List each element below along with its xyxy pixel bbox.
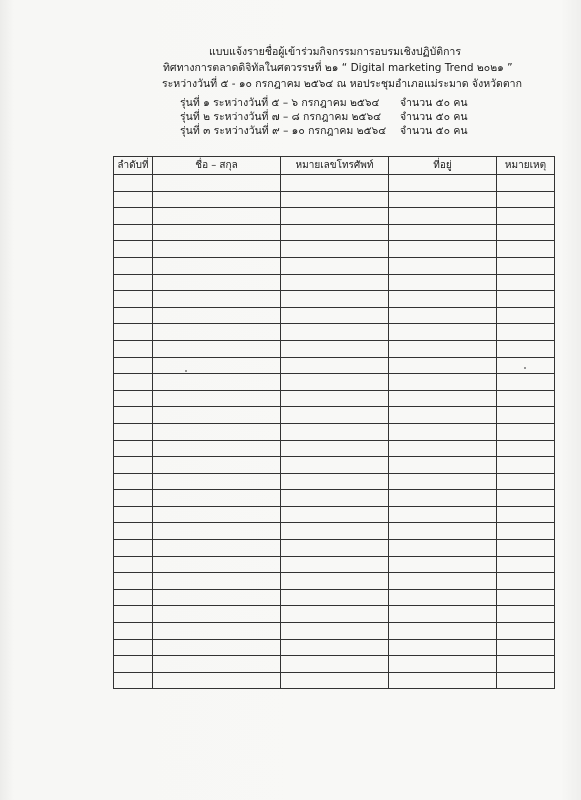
cell-phone	[281, 324, 389, 341]
cell-address	[389, 589, 497, 606]
cell-phone	[281, 589, 389, 606]
cell-order	[114, 390, 153, 407]
cell-address	[389, 274, 497, 291]
cell-remark	[497, 241, 555, 258]
cell-address	[389, 506, 497, 523]
cell-remark	[497, 191, 555, 208]
cell-address	[389, 357, 497, 374]
cell-remark	[497, 291, 555, 308]
cell-address	[389, 224, 497, 241]
table-row	[114, 506, 555, 523]
cell-phone	[281, 423, 389, 440]
table-row	[114, 374, 555, 391]
cell-name	[153, 274, 281, 291]
cell-order	[114, 540, 153, 557]
table-row	[114, 490, 555, 507]
cell-phone	[281, 357, 389, 374]
round-3	[180, 125, 468, 138]
cell-order	[114, 324, 153, 341]
cell-name	[153, 457, 281, 474]
table-header-row	[114, 157, 555, 175]
round-1-count: จำนวน ๕๐ คน	[400, 97, 468, 109]
cell-remark	[497, 324, 555, 341]
cell-address	[389, 639, 497, 656]
cell-order	[114, 523, 153, 540]
table-row	[114, 623, 555, 640]
cell-phone	[281, 506, 389, 523]
cell-order	[114, 224, 153, 241]
cell-remark	[497, 523, 555, 540]
cell-remark	[497, 589, 555, 606]
header-address: ที่อยู่	[389, 157, 497, 175]
table-row	[114, 606, 555, 623]
cell-order	[114, 440, 153, 457]
paper-speck	[524, 367, 526, 369]
cell-order	[114, 473, 153, 490]
paper-speck	[185, 370, 187, 372]
cell-address	[389, 473, 497, 490]
round-3-count: จำนวน ๕๐ คน	[400, 125, 468, 137]
cell-name	[153, 374, 281, 391]
table-row	[114, 340, 555, 357]
cell-address	[389, 291, 497, 308]
cell-remark	[497, 407, 555, 424]
cell-name	[153, 191, 281, 208]
cell-order	[114, 374, 153, 391]
registration-table	[113, 156, 555, 689]
cell-phone	[281, 639, 389, 656]
cell-phone	[281, 291, 389, 308]
table-row	[114, 257, 555, 274]
cell-name	[153, 208, 281, 225]
cell-phone	[281, 540, 389, 557]
cell-order	[114, 291, 153, 308]
cell-name	[153, 307, 281, 324]
cell-name	[153, 340, 281, 357]
cell-order	[114, 423, 153, 440]
cell-name	[153, 423, 281, 440]
header-remark: หมายเหตุ	[497, 157, 555, 175]
cell-phone	[281, 556, 389, 573]
cell-order	[114, 556, 153, 573]
table-row	[114, 357, 555, 374]
cell-name	[153, 639, 281, 656]
cell-remark	[497, 440, 555, 457]
round-2	[180, 111, 468, 124]
cell-name	[153, 556, 281, 573]
cell-address	[389, 191, 497, 208]
round-2-count: จำนวน ๕๐ คน	[400, 111, 468, 123]
cell-order	[114, 357, 153, 374]
cell-phone	[281, 390, 389, 407]
title-line-1: แบบแจ้งรายชื่อผู้เข้าร่วมกิจกรรมการอบรมเชิงปฏิบัติการ	[209, 46, 461, 58]
header-phone: หมายเลขโทรศัพท์	[281, 157, 389, 175]
cell-remark	[497, 672, 555, 689]
cell-address	[389, 457, 497, 474]
cell-phone	[281, 208, 389, 225]
cell-phone	[281, 407, 389, 424]
cell-address	[389, 257, 497, 274]
cell-phone	[281, 457, 389, 474]
cell-order	[114, 175, 153, 192]
cell-address	[389, 307, 497, 324]
cell-name	[153, 656, 281, 673]
cell-order	[114, 340, 153, 357]
cell-remark	[497, 340, 555, 357]
cell-remark	[497, 556, 555, 573]
cell-address	[389, 672, 497, 689]
cell-address	[389, 175, 497, 192]
cell-phone	[281, 440, 389, 457]
table-row	[114, 639, 555, 656]
cell-remark	[497, 208, 555, 225]
cell-remark	[497, 457, 555, 474]
cell-name	[153, 490, 281, 507]
table-body	[114, 175, 555, 689]
table-row	[114, 656, 555, 673]
cell-remark	[497, 573, 555, 590]
cell-order	[114, 191, 153, 208]
cell-address	[389, 540, 497, 557]
cell-remark	[497, 390, 555, 407]
table-row	[114, 589, 555, 606]
round-2-label: รุ่นที่ ๒ ระหว่างวันที่ ๗ – ๘ กรกฎาคม ๒๕๖๔	[180, 111, 382, 123]
table-row	[114, 473, 555, 490]
cell-phone	[281, 307, 389, 324]
table-row	[114, 573, 555, 590]
cell-name	[153, 672, 281, 689]
cell-name	[153, 241, 281, 258]
table-row	[114, 407, 555, 424]
cell-order	[114, 407, 153, 424]
cell-name	[153, 224, 281, 241]
cell-remark	[497, 623, 555, 640]
cell-phone	[281, 573, 389, 590]
cell-phone	[281, 241, 389, 258]
cell-phone	[281, 672, 389, 689]
cell-address	[389, 407, 497, 424]
cell-name	[153, 357, 281, 374]
cell-order	[114, 307, 153, 324]
cell-order	[114, 639, 153, 656]
cell-address	[389, 208, 497, 225]
cell-remark	[497, 357, 555, 374]
cell-address	[389, 423, 497, 440]
cell-order	[114, 274, 153, 291]
round-1	[180, 97, 468, 110]
cell-name	[153, 540, 281, 557]
cell-order	[114, 623, 153, 640]
cell-phone	[281, 175, 389, 192]
cell-phone	[281, 374, 389, 391]
table-row	[114, 224, 555, 241]
cell-name	[153, 623, 281, 640]
round-1-label: รุ่นที่ ๑ ระหว่างวันที่ ๕ – ๖ กรกฎาคม ๒๕๖๔	[180, 97, 380, 109]
cell-order	[114, 672, 153, 689]
cell-name	[153, 473, 281, 490]
table-row	[114, 274, 555, 291]
cell-order	[114, 589, 153, 606]
cell-phone	[281, 257, 389, 274]
cell-address	[389, 241, 497, 258]
cell-remark	[497, 490, 555, 507]
cell-name	[153, 589, 281, 606]
cell-address	[389, 523, 497, 540]
table-row	[114, 556, 555, 573]
cell-address	[389, 440, 497, 457]
cell-address	[389, 490, 497, 507]
table-row	[114, 191, 555, 208]
cell-name	[153, 390, 281, 407]
cell-phone	[281, 224, 389, 241]
table-row	[114, 307, 555, 324]
cell-address	[389, 623, 497, 640]
cell-name	[153, 506, 281, 523]
cell-address	[389, 606, 497, 623]
title-line-3: ระหว่างวันที่ ๕ - ๑๐ กรกฎาคม ๒๕๖๔ ณ หอประชุมอำเภอแม่ระมาด จังหวัดตาก	[162, 78, 522, 90]
cell-phone	[281, 523, 389, 540]
cell-phone	[281, 656, 389, 673]
table-row	[114, 208, 555, 225]
table-row	[114, 540, 555, 557]
table-row	[114, 440, 555, 457]
table-row	[114, 175, 555, 192]
cell-phone	[281, 490, 389, 507]
table-row	[114, 457, 555, 474]
cell-order	[114, 506, 153, 523]
cell-address	[389, 324, 497, 341]
cell-remark	[497, 274, 555, 291]
cell-address	[389, 556, 497, 573]
cell-remark	[497, 506, 555, 523]
cell-phone	[281, 473, 389, 490]
cell-remark	[497, 540, 555, 557]
cell-name	[153, 175, 281, 192]
round-3-label: รุ่นที่ ๓ ระหว่างวันที่ ๙ – ๑๐ กรกฎาคม ๒๕๖๔	[180, 125, 387, 137]
cell-name	[153, 573, 281, 590]
cell-name	[153, 257, 281, 274]
cell-remark	[497, 639, 555, 656]
cell-remark	[497, 656, 555, 673]
cell-order	[114, 257, 153, 274]
cell-name	[153, 440, 281, 457]
title-line-2: ทิศทางการตลาดดิจิทัลในศตวรรษที่ ๒๑ “ Digital marketing Trend ๒๐๒๑ ”	[163, 62, 513, 74]
cell-name	[153, 291, 281, 308]
cell-remark	[497, 257, 555, 274]
cell-remark	[497, 224, 555, 241]
cell-name	[153, 523, 281, 540]
cell-address	[389, 390, 497, 407]
cell-name	[153, 324, 281, 341]
table-row	[114, 291, 555, 308]
cell-remark	[497, 473, 555, 490]
cell-order	[114, 457, 153, 474]
table-row	[114, 390, 555, 407]
table-row	[114, 324, 555, 341]
cell-phone	[281, 191, 389, 208]
cell-order	[114, 241, 153, 258]
cell-remark	[497, 423, 555, 440]
cell-address	[389, 340, 497, 357]
cell-phone	[281, 274, 389, 291]
table-row	[114, 672, 555, 689]
cell-order	[114, 573, 153, 590]
cell-name	[153, 606, 281, 623]
cell-address	[389, 374, 497, 391]
cell-phone	[281, 623, 389, 640]
table-row	[114, 423, 555, 440]
table-row	[114, 523, 555, 540]
cell-address	[389, 656, 497, 673]
cell-remark	[497, 307, 555, 324]
cell-order	[114, 208, 153, 225]
table-row	[114, 241, 555, 258]
cell-order	[114, 490, 153, 507]
cell-remark	[497, 606, 555, 623]
cell-phone	[281, 606, 389, 623]
cell-order	[114, 656, 153, 673]
cell-remark	[497, 374, 555, 391]
cell-address	[389, 573, 497, 590]
cell-order	[114, 606, 153, 623]
header-order: ลำดับที่	[114, 157, 153, 175]
cell-phone	[281, 340, 389, 357]
cell-remark	[497, 175, 555, 192]
header-name: ชื่อ – สกุล	[153, 157, 281, 175]
cell-name	[153, 407, 281, 424]
